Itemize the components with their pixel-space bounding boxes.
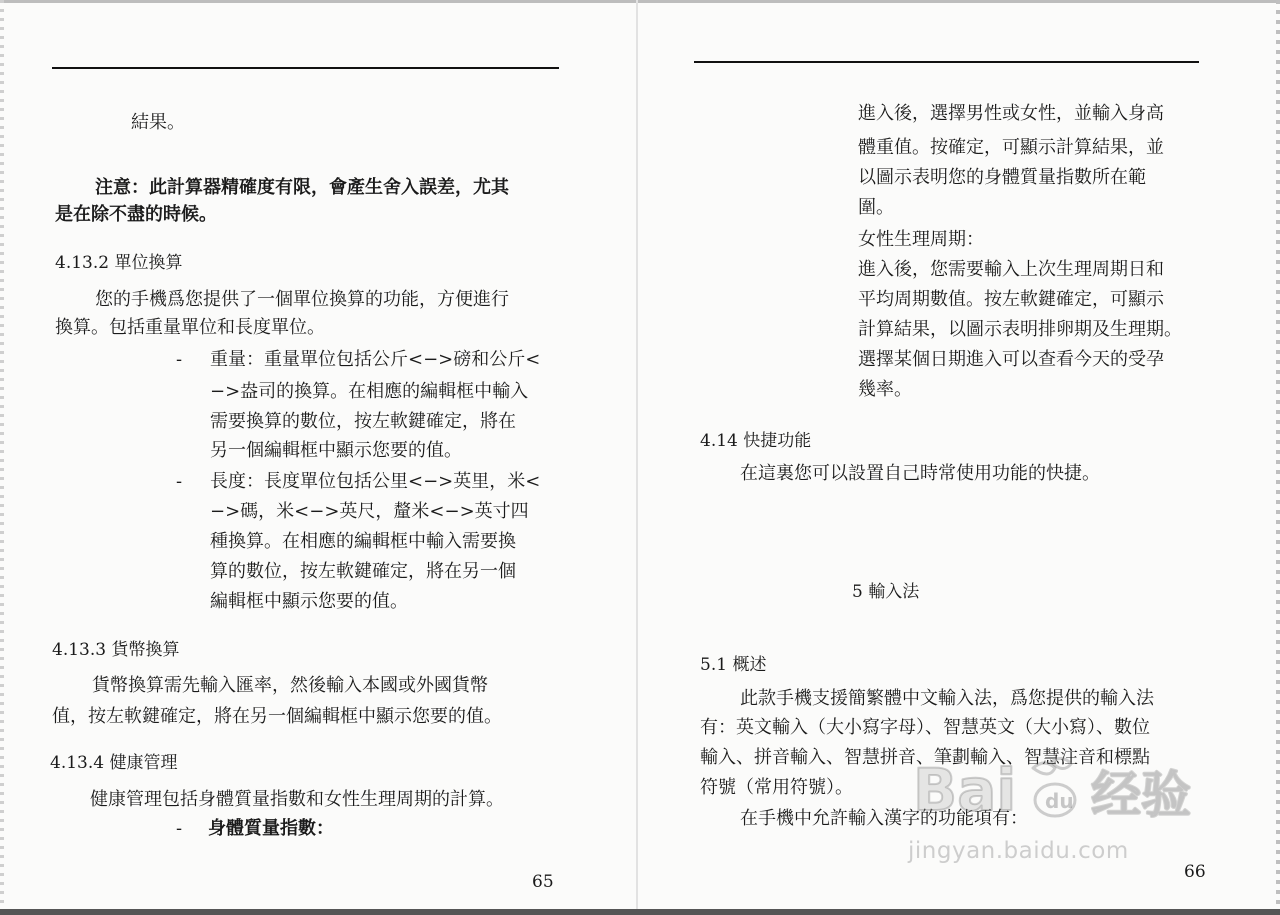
text-line: 幾率。 [858,379,912,400]
text-line: 結果。 [131,112,185,133]
page-number: 66 [1184,862,1206,882]
text-line: 此款手機支援簡繁體中文輸入法，爲您提供的輸入法 [740,688,1154,709]
chapter-heading: 5 輸入法 [852,582,920,602]
section-heading: 4.13.4 健康管理 [50,753,178,773]
text-line: 值，按左軟鍵確定，將在另一個編輯框中顯示您要的值。 [52,706,502,727]
text-line: 貨幣換算需先輸入匯率，然後輸入本國或外國貨幣 [92,675,488,696]
text-line: 體重值。按確定，可顯示計算結果，並 [858,137,1164,158]
text-line: 選擇某個日期進入可以查看今天的受孕 [858,349,1164,370]
section-heading: 4.13.2 單位換算 [55,253,183,273]
text-line: 平均周期數值。按左軟鍵確定，可顯示 [858,289,1164,310]
text-line: 進入後，您需要輸入上次生理周期日和 [858,259,1164,280]
text-line: 有：英文輸入（大小寫字母）、智慧英文（大小寫）、數位 [700,717,1150,738]
section-heading: 4.13.3 貨幣換算 [52,640,180,660]
section-heading: 5.1 概述 [700,655,767,675]
text-line: 需要換算的數位，按左軟鍵確定，將在 [210,411,516,432]
text-line: −>碼，米<−>英尺，釐米<−>英寸四 [210,501,529,522]
text-line: 在手機中允許輸入漢字的功能項有： [740,808,1028,829]
text-line: 編輯框中顯示您要的值。 [210,591,408,612]
baidu-watermark-logo [905,738,1205,888]
text-line: 重量：重量單位包括公斤<−>磅和公斤< [210,349,541,370]
text-line: 符號（常用符號）。 [700,777,853,798]
svg-text:du: du [1045,789,1074,813]
text-line: 換算。包括重量單位和長度單位。 [55,317,325,338]
note-line: 是在除不盡的時候。 [55,204,217,225]
bullet-dash: - [176,349,183,370]
text-line: 在這裏您可以設置自己時常使用功能的快捷。 [740,463,1100,484]
text-line: 以圖示表明您的身體質量指數所在範 [858,167,1146,188]
header-rule [694,61,1199,63]
header-rule [52,67,559,69]
text-line: 計算結果，以圖示表明排卵期及生理期。 [858,319,1182,340]
text-line: 長度：長度單位包括公里<−>英里，米< [210,471,541,492]
section-heading: 4.14 快捷功能 [700,431,812,451]
text-line: −>盎司的換算。在相應的編輯框中輸入 [210,381,529,402]
svg-text:Bai: Bai [913,756,1017,824]
text-line: 算的數位，按左軟鍵確定，將在另一個 [210,561,516,582]
text-line: 健康管理包括身體質量指數和女性生理周期的計算。 [90,789,504,810]
text-line: 種換算。在相應的編輯框中輸入需要換 [210,531,516,552]
subheading: 女性生理周期： [858,229,984,250]
bullet-dash: - [176,818,183,839]
text-line: 進入後，選擇男性或女性，並輸入身高 [858,103,1164,124]
note-line: 注意：此計算器精確度有限，會產生舍入誤差，尤其 [95,177,509,198]
watermark-url: jingyan.baidu.com [908,838,1129,864]
svg-text:经验: 经验 [1091,766,1191,824]
text-line: 圍。 [858,197,894,218]
bullet-dash: - [176,471,183,492]
text-line: 身體質量指數： [208,818,334,839]
page-number: 65 [532,872,554,892]
scan-bottom-edge [0,909,1280,915]
text-line: 您的手機爲您提供了一個單位換算的功能，方便進行 [95,289,509,310]
text-line: 輸入、拼音輸入、智慧拼音、筆劃輸入、智慧注音和標點 [700,747,1150,768]
text-line: 另一個編輯框中顯示您要的值。 [210,440,462,461]
